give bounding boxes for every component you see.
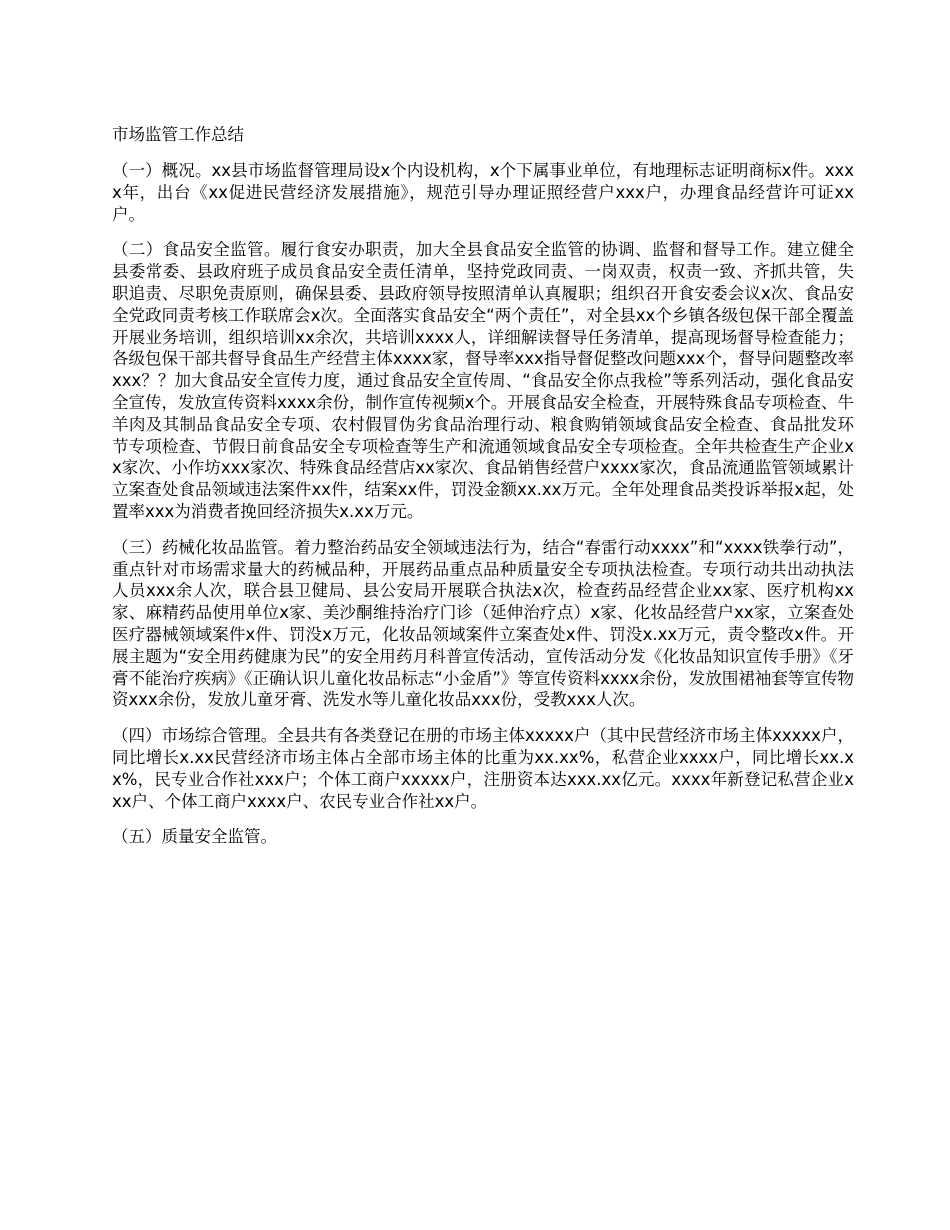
paragraph-quality-safety: （五）质量安全监管。 xyxy=(112,827,277,847)
document-title: 市场监管工作总结 xyxy=(112,125,244,144)
paragraph-market-management: （四）市场综合管理。全县共有各类登记在册的市场主体xxxxx户（其中民营经济市场主体xxxxx户，同比增长x.xx民营经济市场主体占全部市场主体的比重为xx.xx%，私营企业xxxx户，同比增长xx.xx%，民专业合作社xxx户；个体工商户xxxxx户，注册资本达xxx.xx亿元。xxxx年新登记私营企业xxx户、个体工商户xxxx户、农民专业合作社xx户。 xyxy=(112,726,854,811)
paragraph-food-safety: （二）食品安全监管。履行食安办职责，加大全县食品安全监管的协调、监督和督导工作。建立健全县委常委、县政府班子成员食品安全责任清单，坚持党政同责、一岗双责，权责一致、齐抓共管，失职追责、尽职免责原则，确保县委、县政府领导按照清单认真履职；组织召开食安委会议x次、食品安全党政同责考核工作联席会x次。全面落实食品安全“两个责任”，对全县xx个乡镇各级包保干部全覆盖开展业务培训，组织培训xx余次，共培训xxxx人，详细解读督导任务清单，提高现场督导检查能力；各级包保干部共督导食品生产经营主体xxxx家，督导率xxx指导督促整改问题xxx个，督导问题整改率xxx？？加大食品安全宣传力度，通过食品安全宣传周、“食品安全你点我检”等系列活动，强化食品安全宣传，发放宣传资料xxxx余份，制作宣传视频x个。开展食品安全检查，开展特殊食品专项检查、牛羊肉及其制品食品安全专项、农村假冒伪劣食品治理行动、粮食购销领域食品安全检查、食品批发环节专项检查、节假日前食品安全专项检查等生产和流通领域食品安全专项检查。全年共检查生产企业xx家次、小作坊xxx家次、特殊食品经营店xx家次、食品销售经营户xxxx家次，食品流通监管领域累计立案查处食品领域违法案件xx件，结案xx件，罚没金额xx.xx万元。全年处理食品类投诉举报x起，处置率xxx为消费者挽回经济损失x.xx万元。 xyxy=(112,240,854,521)
paragraph-overview: （一）概况。xx县市场监督管理局设x个内设机构，x个下属事业单位，有地理标志证明商标x件。xxxx年，出台《xx促进民营经济发展措施》，规范引导办理证照经营户xxx户，办理食品经营许可证xx户。 xyxy=(112,161,854,224)
document-page xyxy=(112,124,854,862)
paragraph-drugs-cosmetics: （三）药械化妆品监管。着力整治药品安全领域违法行为，结合“春雷行动xxxx”和“xxxx铁拳行动”，重点针对市场需求量大的药械品种，开展药品重点品种质量安全专项执法检查。专项行动共出动执法人员xxx余人次，联合县卫健局、县公安局开展联合执法x次，检查药品经营企业xx家、医疗机构xx家、麻精药品使用单位x家、美沙酮维持治疗门诊（延伸治疗点）x家、化妆品经营户xx家，立案查处医疗器械领域案件x件、罚没x万元，化妆品领域案件立案查处x件、罚没x.xx万元，责令整改x件。开展主题为“安全用药健康为民”的安全用药月科普宣传活动，宣传活动分发《化妆品知识宣传手册》《牙膏不能治疗疾病》《正确认识儿童化妆品标志“小金盾”》等宣传资料xxxx余份，发放围裙袖套等宣传物资xxx余份，发放儿童牙膏、洗发水等儿童化妆品xxx份，受教xxx人次。 xyxy=(112,537,854,710)
